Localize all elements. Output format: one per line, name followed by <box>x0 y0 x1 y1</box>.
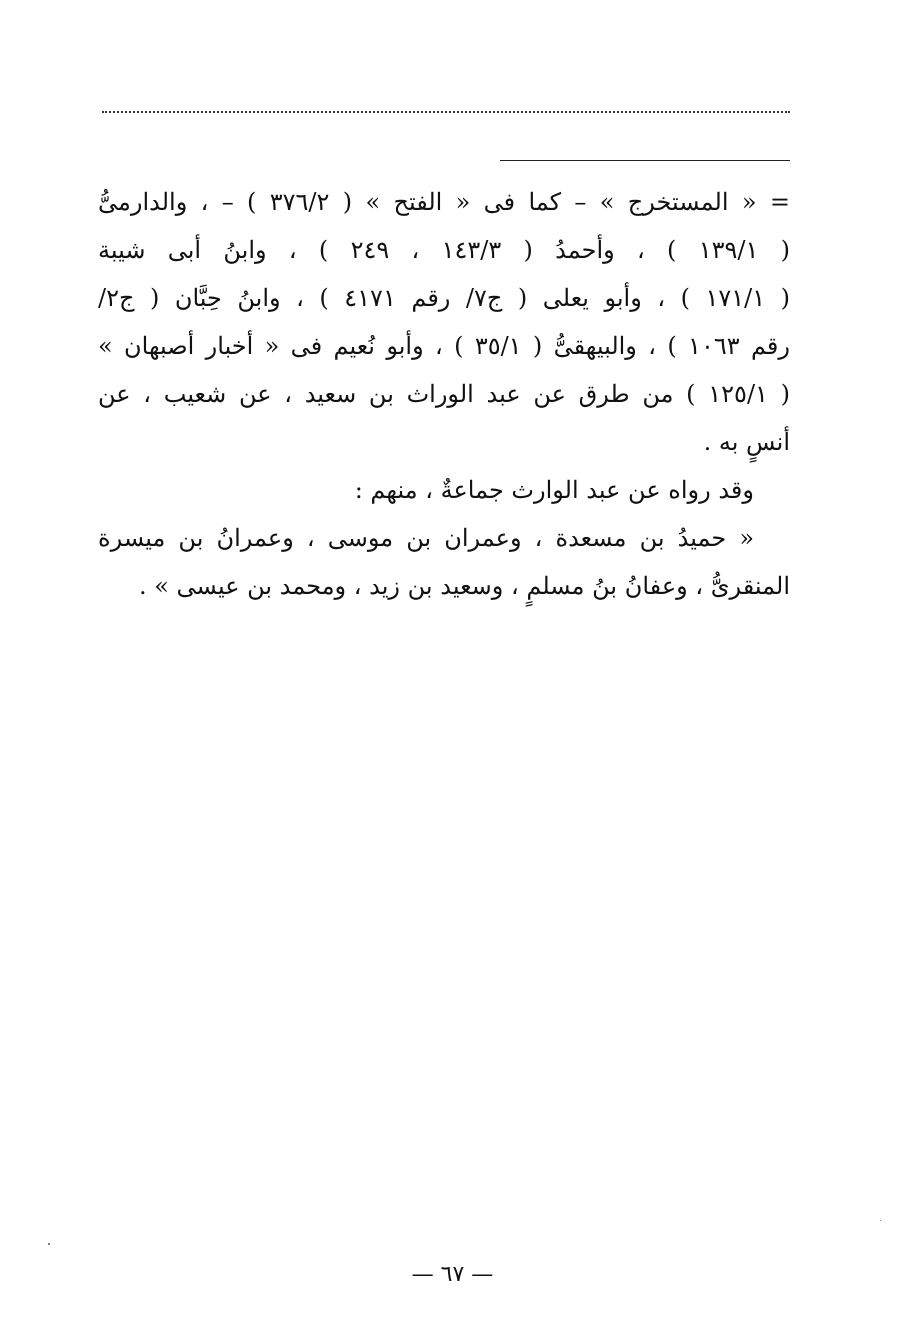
scan-speck <box>48 1243 50 1245</box>
text-line: ( ١٣٩/١ ) ، وأحمدُ ( ١٤٣/٣ ، ٢٤٩ ) ، وابنُ أبى شيبة <box>98 236 790 264</box>
text-line: ( ١٧١/١ ) ، وأبو يعلى ( ج٧/ رقم ٤١٧١ ) ، وابنُ حِبَّان ( ج٢/ <box>98 284 791 312</box>
footnote-paragraph-1 <box>98 178 790 466</box>
text-line: « حميدُ بن مسعدة ، وعمران بن موسى ، وعمرانُ بن ميسرة <box>98 524 754 552</box>
dotted-separator <box>102 111 790 113</box>
text-line: أنسٍ به . <box>703 428 790 456</box>
text-line: = « المستخرج » – كما فى « الفتح » ( ٣٧٦/٢ ) – ، والدارمىُّ <box>98 188 790 216</box>
scan-speck <box>880 1220 881 1221</box>
footnote-block <box>98 178 790 610</box>
text-line: ( ١٢٥/١ ) من طرق عن عبد الوراث بن سعيد ، عن شعيب ، عن <box>98 380 790 408</box>
footnote-paragraph-3 <box>98 514 790 610</box>
text-line: المنقرىُّ ، وعفانُ بنُ مسلمٍ ، وسعيد بن زيد ، ومحمد بن عيسى » . <box>138 572 790 600</box>
text-line: رقم ١٠٦٣ ) ، والبيهقىُّ ( ٣٥/١ ) ، وأبو نُعيم فى « أخبار أصبهان » <box>98 332 790 360</box>
footnote-paragraph-2 <box>98 466 790 514</box>
footnote-separator <box>500 160 790 161</box>
page-number: — ٦٧ — <box>411 1262 494 1287</box>
text-line: وقد رواه عن عبد الوارث جماعةٌ ، منهم : <box>354 476 754 504</box>
